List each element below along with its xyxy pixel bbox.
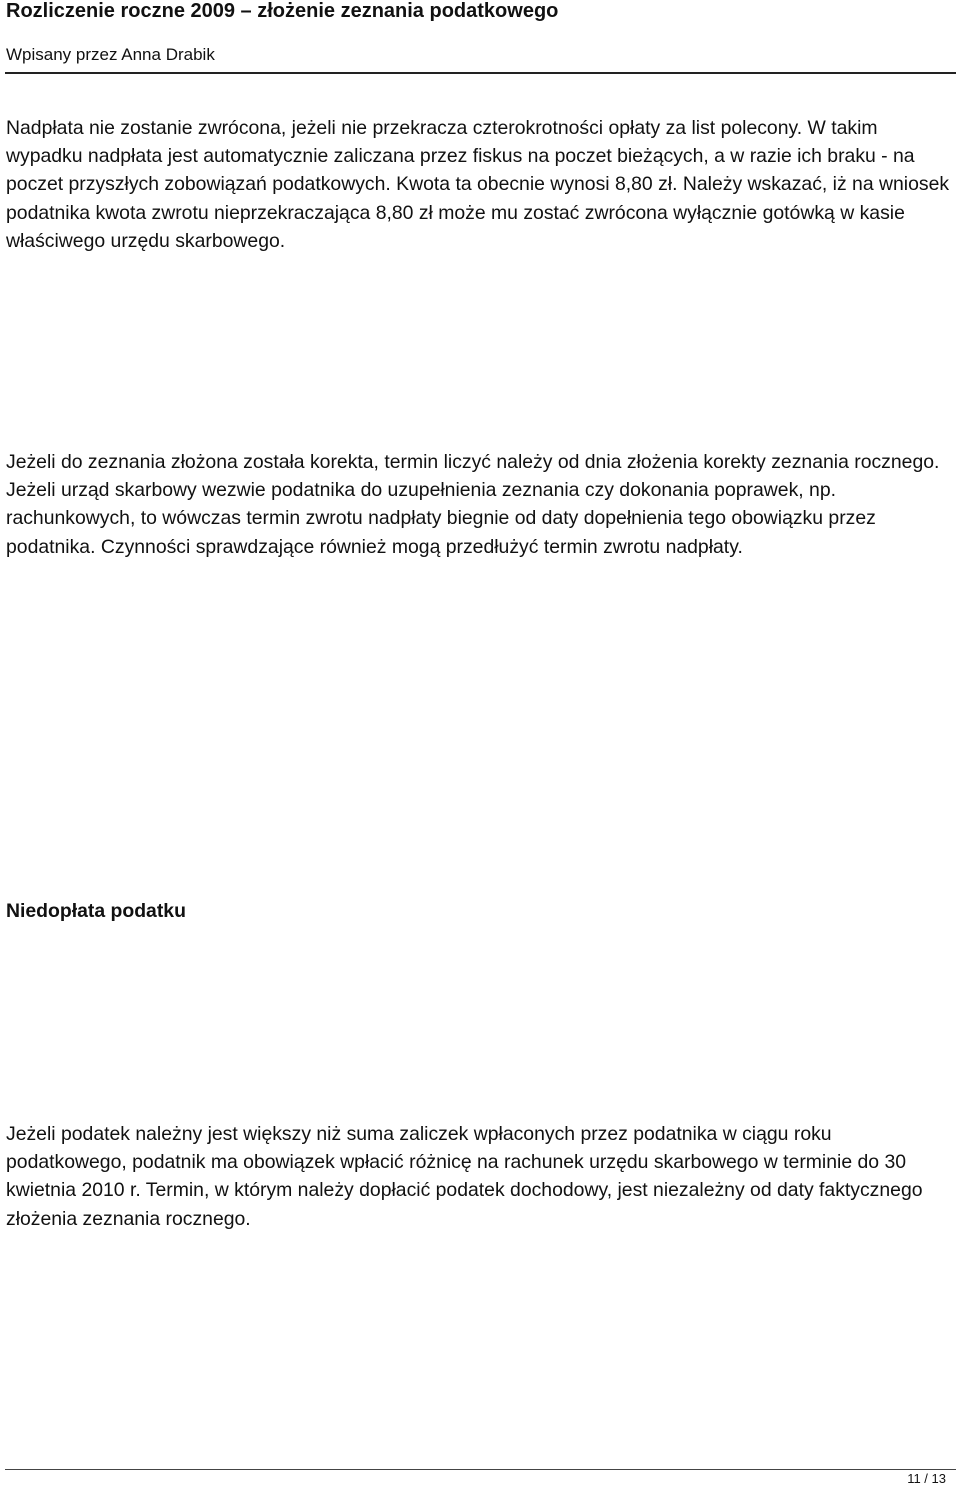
section-heading-underpayment: Niedopłata podatku — [6, 900, 186, 922]
paragraph-correction-deadline: Jeżeli do zeznania złożona została korekta, termin liczyć należy od dnia złożenia korekty zeznania rocznego. Jeżeli urząd skarbowy wezwie podatnika do uzupełnienia zeznania czy dokonania poprawek, np. rachunkowych, to wówczas termin zwrotu nadpłaty biegnie od daty dopełnienia tego obowiązku przez podatnika. Czynności sprawdzające również mogą przedłużyć termin zwrotu nadpłaty. — [6, 451, 940, 558]
header-divider — [5, 72, 956, 74]
paragraph-overpayment-threshold: Nadpłata nie zostanie zwrócona, jeżeli nie przekracza czterokrotności opłaty za list polecony. W takim wypadku nadpłata jest automatycznie zaliczana przez fiskus na poczet bieżących, a w razie ich braku - na poczet przyszłych zobowiązań podatkowych. Kwota ta obecnie wynosi 8,80 zł. Należy wskazać, iż na wniosek podatnika kwota zwrotu nieprzekraczająca 8,80 zł może mu zostać zwrócona wyłącznie gotówką w kasie właściwego urzędu skarbowego. — [6, 117, 950, 252]
document-title: Rozliczenie roczne 2009 – złożenie zeznania podatkowego — [6, 0, 559, 22]
page-number: 11 / 13 — [907, 1471, 946, 1486]
footer-divider — [5, 1469, 956, 1470]
author-line: Wpisany przez Anna Drabik — [6, 45, 215, 64]
paragraph-underpayment: Jeżeli podatek należny jest większy niż suma zaliczek wpłaconych przez podatnika w ciągu roku podatkowego, podatnik ma obowiązek wpłacić różnicę na rachunek urzędu skarbowego w terminie do 30 kwietnia 2010 r. Termin, w którym należy dopłacić podatek dochodowy, jest niezależny od daty faktycznego złożenia zeznania rocznego. — [6, 1123, 923, 1230]
